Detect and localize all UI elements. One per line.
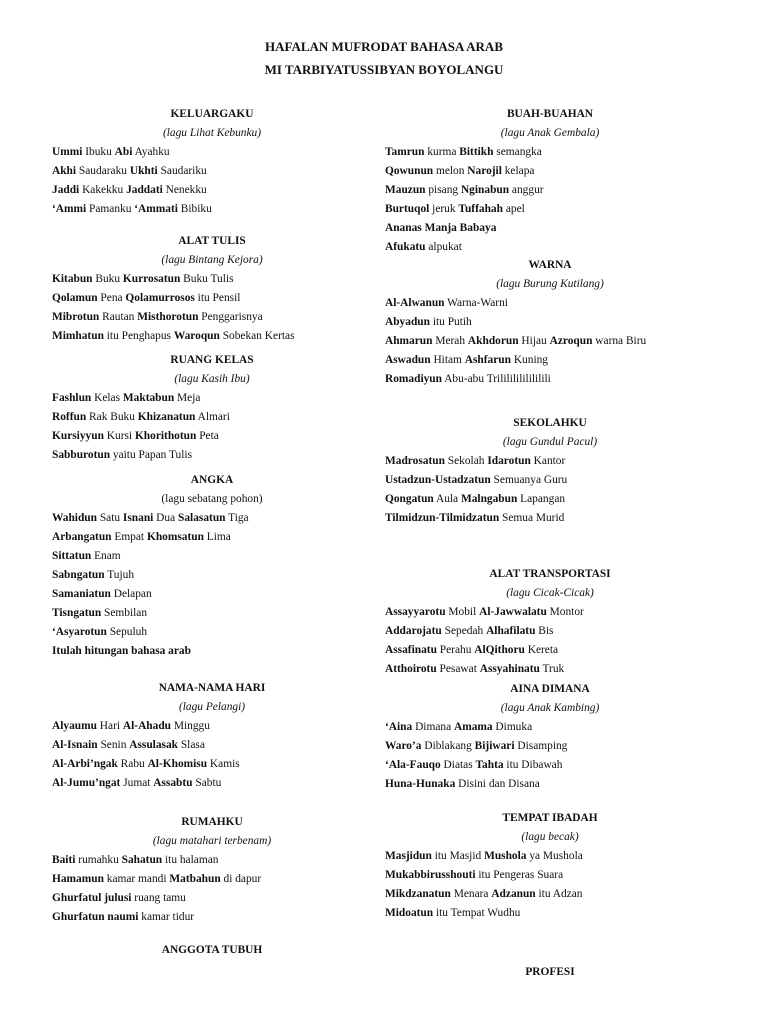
meaning-text: Kamis bbox=[207, 758, 240, 770]
meaning-text: yaitu Papan Tulis bbox=[110, 449, 193, 461]
meaning-text: Tiga bbox=[225, 512, 249, 524]
section-buah-buahan bbox=[385, 105, 715, 257]
meaning-text: Dua bbox=[153, 512, 179, 524]
meaning-text: itu halaman bbox=[162, 854, 219, 866]
arabic-word: Kursiyyun bbox=[52, 430, 104, 442]
meaning-text: Hitam bbox=[430, 354, 465, 366]
vocab-line bbox=[385, 641, 715, 660]
meaning-text: Perahu bbox=[436, 644, 475, 656]
meaning-text: Disini dan Disana bbox=[455, 778, 540, 790]
arabic-word: Tamrun bbox=[385, 146, 425, 158]
meaning-text: Rak Buku bbox=[86, 411, 138, 423]
meaning-text: Sepuluh bbox=[106, 626, 148, 638]
arabic-word: Amama bbox=[453, 721, 493, 733]
vocab-line bbox=[385, 452, 715, 471]
meaning-text: Mobil bbox=[445, 606, 480, 618]
meaning-text: Kereta bbox=[524, 644, 559, 656]
meaning-text: itu Tempat Wudhu bbox=[433, 907, 521, 919]
meaning-text: itu Pensil bbox=[194, 292, 241, 304]
section-aina-dimana bbox=[385, 680, 715, 794]
meaning-text: itu Masjid bbox=[431, 850, 485, 862]
arabic-word: Hamamun bbox=[52, 873, 104, 885]
arabic-word: Ahmarun bbox=[385, 335, 433, 347]
meaning-text: itu Putih bbox=[429, 316, 472, 328]
section-heading: SEKOLAHKU bbox=[513, 417, 587, 429]
meaning-text: Jumat bbox=[120, 777, 154, 789]
song-note: (lagu Burung Kutilang) bbox=[496, 278, 604, 290]
arabic-word: Ghurfatul julusi bbox=[52, 892, 132, 904]
meaning-text: Sembilan bbox=[101, 607, 148, 619]
meaning-text: Nenekku bbox=[162, 184, 207, 196]
arabic-word: Assayyarotu bbox=[385, 606, 446, 618]
document-subtitle: MI TARBIYATUSSIBYAN BOYOLANGU bbox=[264, 62, 504, 77]
arabic-word: Waroqun bbox=[173, 330, 220, 342]
meaning-text: Penggarisnya bbox=[198, 311, 263, 323]
arabic-word: Aswadun bbox=[385, 354, 431, 366]
song-note: (lagu Kasih Ibu) bbox=[174, 373, 250, 385]
arabic-word: Tisngatun bbox=[52, 607, 102, 619]
arabic-word: Khomsatun bbox=[146, 531, 204, 543]
song-note: (lagu Bintang Kejora) bbox=[161, 254, 263, 266]
arabic-word: Kitabun bbox=[52, 273, 93, 285]
meaning-text: Ibuku bbox=[82, 146, 115, 158]
meaning-text: Aula bbox=[433, 493, 461, 505]
arabic-word: Madrosatun bbox=[385, 455, 445, 467]
meaning-text: di dapur bbox=[220, 873, 262, 885]
vocab-line bbox=[385, 490, 715, 509]
meaning-text: Diatas bbox=[440, 759, 476, 771]
meaning-text: Montor bbox=[546, 606, 584, 618]
section-warna bbox=[385, 256, 715, 389]
arabic-word: Abi bbox=[114, 146, 133, 158]
arabic-word: Jaddi bbox=[52, 184, 80, 196]
arabic-word: ‘Ammati bbox=[134, 203, 178, 215]
vocab-line bbox=[385, 622, 715, 641]
meaning-text: Buku Tulis bbox=[180, 273, 234, 285]
vocab-line bbox=[385, 904, 715, 923]
vocab-line bbox=[52, 509, 372, 528]
vocab-line bbox=[52, 908, 372, 927]
song-note: (lagu Anak Kambing) bbox=[500, 702, 600, 714]
meaning-text: Peta bbox=[196, 430, 219, 442]
section-anggota-tubuh bbox=[52, 941, 372, 960]
song-note: (lagu Gundul Pacul) bbox=[502, 436, 598, 448]
arabic-word: Alhafilatu bbox=[486, 625, 536, 637]
vocab-line bbox=[52, 774, 372, 793]
vocab-line bbox=[385, 200, 715, 219]
arabic-word: Idarotun bbox=[487, 455, 531, 467]
arabic-word: Sittatun bbox=[52, 550, 92, 562]
arabic-word: Assabtu bbox=[153, 777, 193, 789]
arabic-word: Salasatun bbox=[178, 512, 226, 524]
section-alat-transportasi bbox=[385, 565, 715, 679]
arabic-word: Nginabun bbox=[460, 184, 510, 196]
arabic-word: Ummi bbox=[52, 146, 83, 158]
arabic-word: Al-Arbi’ngak bbox=[52, 758, 118, 770]
meaning-text: ruang tamu bbox=[131, 892, 186, 904]
vocab-line bbox=[385, 143, 715, 162]
vocab-line bbox=[52, 308, 372, 327]
arabic-word: Atthoirotu bbox=[385, 663, 437, 675]
arabic-word: ‘Aina bbox=[385, 721, 413, 733]
meaning-text: Almari bbox=[195, 411, 230, 423]
meaning-text: Hari bbox=[96, 720, 123, 732]
arabic-word: Waro’a bbox=[385, 740, 422, 752]
meaning-text: jeruk bbox=[429, 203, 459, 215]
arabic-word: Qolamun bbox=[52, 292, 98, 304]
meaning-text: Pesawat bbox=[436, 663, 480, 675]
arabic-word: Addarojatu bbox=[385, 625, 442, 637]
vocab-line bbox=[385, 181, 715, 200]
meaning-text: Slasa bbox=[178, 739, 205, 751]
vocab-line bbox=[52, 200, 372, 219]
vocab-line bbox=[52, 642, 372, 661]
meaning-text: Semuanya Guru bbox=[490, 474, 568, 486]
meaning-text: kamar mandi bbox=[103, 873, 170, 885]
arabic-word: Qolamurrosos bbox=[125, 292, 195, 304]
vocab-line bbox=[385, 162, 715, 181]
arabic-word: Akhi bbox=[52, 165, 77, 177]
meaning-text: melon bbox=[433, 165, 468, 177]
arabic-word: Masjidun bbox=[385, 850, 432, 862]
vocab-line bbox=[385, 885, 715, 904]
vocab-line bbox=[385, 509, 715, 528]
vocab-line bbox=[52, 851, 372, 870]
arabic-word: Azroqun bbox=[549, 335, 593, 347]
meaning-text: Sepedah bbox=[441, 625, 487, 637]
meaning-text: Kuning bbox=[510, 354, 549, 366]
meaning-text: Warna-Warni bbox=[444, 297, 508, 309]
meaning-text: Sobekan Kertas bbox=[219, 330, 295, 342]
vocab-line bbox=[385, 660, 715, 679]
arabic-word: Jaddati bbox=[126, 184, 163, 196]
vocab-line bbox=[385, 238, 715, 257]
meaning-text: Bis bbox=[535, 625, 554, 637]
section-heading: TEMPAT IBADAH bbox=[502, 812, 598, 824]
song-note: (lagu sebatang pohon) bbox=[161, 493, 263, 505]
section-heading: PROFESI bbox=[525, 966, 575, 978]
meaning-text: ya Mushola bbox=[526, 850, 583, 862]
meaning-text: Disamping bbox=[514, 740, 568, 752]
song-note: (lagu Lihat Kebunku) bbox=[162, 127, 262, 139]
meaning-text: Dimuka bbox=[492, 721, 533, 733]
section-rumahku bbox=[52, 813, 372, 927]
vocab-line bbox=[52, 289, 372, 308]
meaning-text: Ayahku bbox=[132, 146, 170, 158]
vocab-line bbox=[52, 427, 372, 446]
section-heading: ANGKA bbox=[190, 474, 234, 486]
vocab-line bbox=[385, 775, 715, 794]
vocab-line bbox=[385, 756, 715, 775]
vocab-line bbox=[52, 528, 372, 547]
vocab-line bbox=[52, 623, 372, 642]
meaning-text: itu Pengeras Suara bbox=[475, 869, 564, 881]
meaning-text: warna Biru bbox=[592, 335, 647, 347]
arabic-word: Qowunun bbox=[385, 165, 434, 177]
arabic-word: Qongatun bbox=[385, 493, 434, 505]
meaning-text: Meja bbox=[174, 392, 201, 404]
section-nama-nama-hari bbox=[52, 679, 372, 793]
meaning-text: itu Adzan bbox=[535, 888, 583, 900]
song-note: (lagu Cicak-Cicak) bbox=[506, 587, 594, 599]
section-heading: RUANG KELAS bbox=[170, 354, 254, 366]
arabic-word: Roffun bbox=[52, 411, 87, 423]
arabic-word: Ananas Manja Babaya bbox=[385, 222, 497, 234]
arabic-word: ‘Ammi bbox=[52, 203, 87, 215]
vocab-line bbox=[385, 866, 715, 885]
arabic-word: Mikdzanatun bbox=[385, 888, 451, 900]
arabic-word: Assulasak bbox=[129, 739, 178, 751]
vocab-line bbox=[52, 566, 372, 585]
vocab-line bbox=[385, 294, 715, 313]
arabic-word: Sahatun bbox=[121, 854, 163, 866]
vocab-line bbox=[52, 889, 372, 908]
meaning-text: kelapa bbox=[501, 165, 535, 177]
vocab-line bbox=[52, 755, 372, 774]
arabic-word: Misthorotun bbox=[137, 311, 199, 323]
vocab-line bbox=[52, 717, 372, 736]
arabic-word: Mibrotun bbox=[52, 311, 100, 323]
arabic-word: Al-Ahadu bbox=[122, 720, 172, 732]
meaning-text: kurma bbox=[424, 146, 460, 158]
arabic-word: Ghurfatun naumi bbox=[52, 911, 139, 923]
song-note: (lagu Pelangi) bbox=[178, 701, 246, 713]
arabic-word: Wahidun bbox=[52, 512, 97, 524]
vocab-line bbox=[52, 389, 372, 408]
meaning-text: apel bbox=[502, 203, 525, 215]
meaning-text: Truk bbox=[539, 663, 565, 675]
vocab-line bbox=[385, 718, 715, 737]
meaning-text: Saudariku bbox=[157, 165, 207, 177]
arabic-word: Mukabbirusshouti bbox=[385, 869, 476, 881]
vocab-line bbox=[52, 270, 372, 289]
arabic-word: Huna-Hunaka bbox=[385, 778, 456, 790]
meaning-text: Kantor bbox=[530, 455, 566, 467]
meaning-text: Merah bbox=[432, 335, 468, 347]
vocab-line bbox=[52, 870, 372, 889]
vocab-line bbox=[52, 327, 372, 346]
arabic-word: Al-Khomisu bbox=[147, 758, 208, 770]
meaning-text: Pamanku bbox=[86, 203, 135, 215]
meaning-text: Senin bbox=[97, 739, 130, 751]
arabic-word: Ashfarun bbox=[464, 354, 511, 366]
meaning-text: kamar tidur bbox=[138, 911, 195, 923]
meaning-text: itu Penghapus bbox=[103, 330, 174, 342]
song-note: (lagu matahari terbenam) bbox=[152, 835, 272, 847]
arabic-word: Malngabun bbox=[460, 493, 518, 505]
arabic-word: Bijiwari bbox=[474, 740, 515, 752]
vocab-line bbox=[52, 143, 372, 162]
meaning-text: Enam bbox=[91, 550, 121, 562]
meaning-text: alpukat bbox=[425, 241, 462, 253]
meaning-text: Abu-abu Trilililililililili bbox=[441, 373, 551, 385]
arabic-word: Samaniatun bbox=[52, 588, 111, 600]
arabic-word: Abyadun bbox=[385, 316, 430, 328]
vocab-line bbox=[52, 585, 372, 604]
meaning-text: pisang bbox=[425, 184, 461, 196]
vocab-line bbox=[385, 313, 715, 332]
vocab-line bbox=[52, 547, 372, 566]
arabic-word: Tahta bbox=[475, 759, 504, 771]
section-heading: RUMAHKU bbox=[181, 816, 243, 828]
section-heading: AINA DIMANA bbox=[510, 683, 590, 695]
vocab-line bbox=[52, 446, 372, 465]
section-heading: NAMA-NAMA HARI bbox=[158, 682, 266, 694]
arabic-word: Burtuqol bbox=[385, 203, 430, 215]
meaning-text: anggur bbox=[509, 184, 544, 196]
section-profesi bbox=[385, 963, 715, 982]
section-tempat-ibadah bbox=[385, 809, 715, 923]
vocab-line bbox=[385, 603, 715, 622]
arabic-word: Maktabun bbox=[122, 392, 175, 404]
meaning-text: itu Dibawah bbox=[503, 759, 563, 771]
arabic-word: Alyaumu bbox=[52, 720, 97, 732]
section-heading: ANGGOTA TUBUH bbox=[161, 944, 263, 956]
vocab-line bbox=[52, 162, 372, 181]
arabic-word: Al-Jawwalatu bbox=[479, 606, 547, 618]
meaning-text: Lapangan bbox=[517, 493, 566, 505]
meaning-text: semangka bbox=[493, 146, 542, 158]
meaning-text: Satu bbox=[96, 512, 123, 524]
meaning-text: Saudaraku bbox=[76, 165, 130, 177]
section-angka bbox=[52, 471, 372, 661]
arabic-word: Isnani bbox=[122, 512, 154, 524]
arabic-word: Itulah hitungan bahasa arab bbox=[52, 645, 191, 657]
arabic-word: Ukhti bbox=[129, 165, 158, 177]
vocab-line bbox=[385, 370, 715, 389]
meaning-text: Dimana bbox=[412, 721, 454, 733]
section-heading: WARNA bbox=[528, 259, 572, 271]
arabic-word: Al-Jumu’ngat bbox=[52, 777, 121, 789]
arabic-word: Arbangatun bbox=[52, 531, 112, 543]
vocab-line bbox=[52, 181, 372, 200]
arabic-word: Assyahinatu bbox=[479, 663, 540, 675]
arabic-word: Tuffahah bbox=[458, 203, 503, 215]
arabic-word: Al-Isnain bbox=[52, 739, 98, 751]
arabic-word: Mauzun bbox=[385, 184, 426, 196]
document-title: HAFALAN MUFRODAT BAHASA ARAB bbox=[265, 39, 503, 54]
vocab-line bbox=[385, 471, 715, 490]
meaning-text: Rautan bbox=[99, 311, 138, 323]
arabic-word: Khorithotun bbox=[134, 430, 197, 442]
meaning-text: Minggu bbox=[171, 720, 210, 732]
arabic-word: Al-Alwanun bbox=[385, 297, 445, 309]
song-note: (lagu becak) bbox=[521, 831, 579, 843]
meaning-text: Kursi bbox=[103, 430, 135, 442]
arabic-word: Sabngatun bbox=[52, 569, 105, 581]
section-heading: KELUARGAKU bbox=[170, 108, 254, 120]
meaning-text: Sekolah bbox=[444, 455, 488, 467]
meaning-text: Menara bbox=[450, 888, 492, 900]
section-ruang-kelas bbox=[52, 351, 372, 465]
arabic-word: Ustadzun-Ustadzatun bbox=[385, 474, 491, 486]
vocab-line bbox=[385, 737, 715, 756]
arabic-word: Romadiyun bbox=[385, 373, 442, 385]
meaning-text: Sabtu bbox=[192, 777, 222, 789]
vocab-line bbox=[385, 351, 715, 370]
song-note: (lagu Anak Gembala) bbox=[500, 127, 600, 139]
section-keluargaku bbox=[52, 105, 372, 219]
meaning-text: Bibiku bbox=[177, 203, 212, 215]
meaning-text: Diblakang bbox=[421, 740, 475, 752]
meaning-text: Semua Murid bbox=[499, 512, 565, 524]
vocab-line bbox=[52, 604, 372, 623]
vocab-line bbox=[385, 219, 715, 238]
arabic-word: Afukatu bbox=[385, 241, 426, 253]
meaning-text: Delapan bbox=[110, 588, 152, 600]
meaning-text: Lima bbox=[203, 531, 231, 543]
meaning-text: Tujuh bbox=[104, 569, 135, 581]
arabic-word: Bittikh bbox=[459, 146, 494, 158]
arabic-word: Kurrosatun bbox=[122, 273, 181, 285]
arabic-word: Assafinatu bbox=[385, 644, 437, 656]
arabic-word: ‘Asyarotun bbox=[52, 626, 107, 638]
arabic-word: ‘Ala-Fauqo bbox=[385, 759, 441, 771]
arabic-word: Khizanatun bbox=[137, 411, 196, 423]
arabic-word: Baiti bbox=[52, 854, 76, 866]
meaning-text: Pena bbox=[97, 292, 126, 304]
meaning-text: Kelas bbox=[91, 392, 123, 404]
arabic-word: Narojil bbox=[467, 165, 502, 177]
meaning-text: Rabu bbox=[117, 758, 148, 770]
section-sekolahku bbox=[385, 414, 715, 528]
arabic-word: Mushola bbox=[484, 850, 527, 862]
vocab-line bbox=[52, 736, 372, 755]
arabic-word: Fashlun bbox=[52, 392, 92, 404]
meaning-text: Empat bbox=[111, 531, 147, 543]
meaning-text: rumahku bbox=[75, 854, 122, 866]
vocab-line bbox=[385, 332, 715, 351]
arabic-word: Tilmidzun-Tilmidzatun bbox=[385, 512, 500, 524]
arabic-word: Adzanun bbox=[491, 888, 536, 900]
meaning-text: Kakekku bbox=[79, 184, 127, 196]
section-heading: ALAT TULIS bbox=[178, 235, 246, 247]
arabic-word: Akhdorun bbox=[467, 335, 519, 347]
meaning-text: Buku bbox=[92, 273, 123, 285]
section-heading: ALAT TRANSPORTASI bbox=[489, 568, 611, 580]
arabic-word: Sabburotun bbox=[52, 449, 111, 461]
section-alat-tulis bbox=[52, 232, 372, 346]
section-heading: BUAH-BUAHAN bbox=[506, 108, 594, 120]
vocab-line bbox=[52, 408, 372, 427]
arabic-word: Mimhatun bbox=[52, 330, 104, 342]
arabic-word: Midoatun bbox=[385, 907, 434, 919]
meaning-text: Hijau bbox=[518, 335, 550, 347]
arabic-word: AlQithoru bbox=[474, 644, 525, 656]
vocab-line bbox=[385, 847, 715, 866]
arabic-word: Matbahun bbox=[169, 873, 221, 885]
